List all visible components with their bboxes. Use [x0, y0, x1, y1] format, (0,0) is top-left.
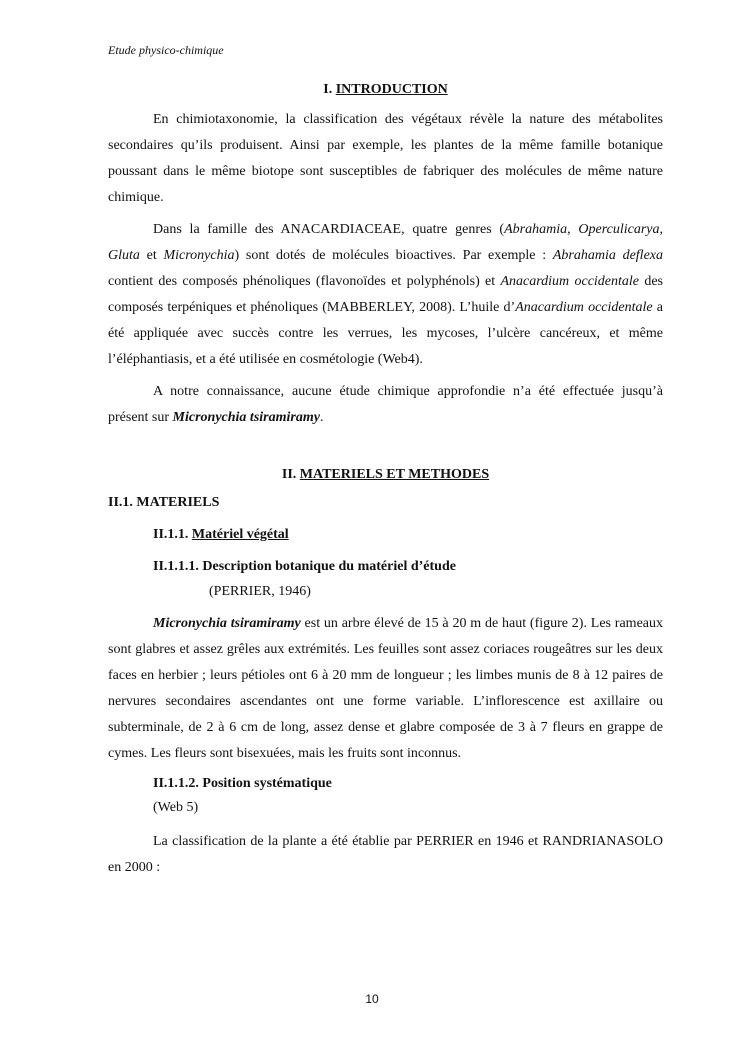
reference-position: (Web 5) — [153, 800, 199, 815]
intro-paragraph-1: En chimiotaxonomie, la classification des végétaux révèle la nature des métabolites secondaires qu’ils produisent. Ainsi par exemple, les plantes de la même famille botanique poussant dans le même biotope sont susceptibles de fabriquer des molécules de même nature chimique. — [108, 112, 663, 205]
page-number: 10 — [365, 992, 379, 1006]
section-title-introduction — [108, 79, 663, 101]
page-content — [108, 79, 663, 881]
section-number: II. — [281, 467, 300, 482]
section-title-methods — [108, 464, 663, 486]
heading-materiels: II.1. MATERIELS — [108, 495, 220, 510]
section-number: I. — [323, 82, 336, 97]
classification-paragraph: La classification de la plante a été établie par PERRIER en 1946 et RANDRIANASOLO en 2000 : — [108, 834, 663, 875]
heading-description-botanique: II.1.1.1. Description botanique du matériel d’étude — [153, 559, 456, 574]
heading-materiel-vegetal: II.1.1. Matériel végétal — [153, 527, 289, 542]
section-title-text: MATERIELS ET METHODES — [299, 467, 490, 482]
running-header: Etude physico-chimique — [108, 43, 224, 57]
intro-paragraph-2: Dans la famille des ANACARDIACEAE, quatre genres (Abrahamia, Operculicarya, Gluta et Micronychia) sont dotés de molécules bioactives. Par exemple : Abrahamia deflexa contient des composés phénoliques (flavonoïdes et polyphénols) et Anacardium occidentale des composés terpéniques et phénoliques (MABBERLEY, 2008). L’huile d’Anacardium occidentale a été appliquée avec succès contre les verrues, les mycoses, l’ulcère cancéreux, et même l’éléphantiasis, et a été utilisée en cosmétologie (Web4). — [108, 222, 664, 367]
heading-position-systematique: II.1.1.2. Position systématique — [153, 776, 332, 791]
reference-description: (PERRIER, 1946) — [209, 584, 311, 599]
intro-paragraph-3: A notre connaissance, aucune étude chimique approfondie n’a été effectuée jusqu’à présent sur Micronychia tsiramiramy. — [108, 384, 663, 425]
description-paragraph: Micronychia tsiramiramy est un arbre élevé de 15 à 20 m de haut (figure 2). Les rameaux sont glabres et assez grêles aux extrémités. Les feuilles sont assez coriaces rougeâtres sur les deux faces en herbier ; leurs pétioles ont 6 à 20 mm de longueur ; les limbes munis de 8 à 12 paires de nervures secondaires ascendantes ont une forme variable. L’inflorescence est axillaire ou subterminale, de 2 à 6 cm de long, assez dense et glabre composée de 3 à 7 fleurs en grappe de cymes. Les fleurs sont bisexuées, mais les fruits sont inconnus. — [108, 616, 663, 761]
section-title-text: INTRODUCTION — [335, 82, 448, 97]
